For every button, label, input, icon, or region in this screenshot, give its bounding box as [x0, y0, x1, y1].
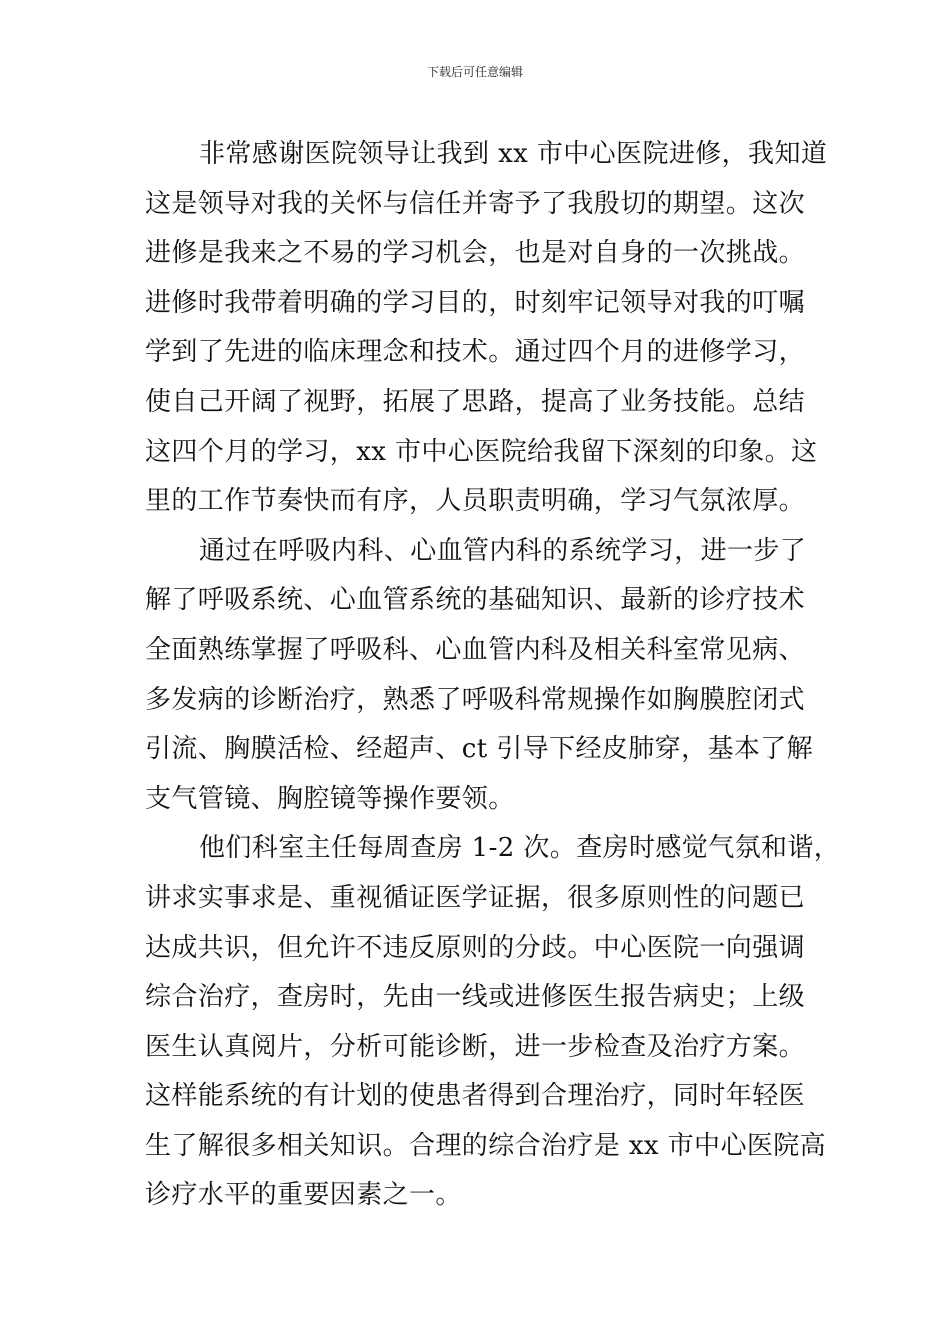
- paragraph-line: 非常感谢医院领导让我到 xx 市中心医院进修，我知道: [199, 139, 828, 169]
- paragraph-line: 多发病的诊断治疗，熟悉了呼吸科常规操作如胸膜腔闭式: [145, 684, 806, 715]
- paragraph-line: 综合治疗，查房时，先由一线或进修医生报告病史；上级: [145, 982, 806, 1013]
- paragraph-line: 讲求实事求是、重视循证医学证据，很多原则性的问题已: [145, 882, 806, 913]
- paragraph-line: 支气管镜、胸腔镜等操作要领。: [145, 783, 515, 814]
- paragraph-line: 诊疗水平的重要因素之一。: [145, 1180, 462, 1211]
- paragraph-line: 进修时我带着明确的学习目的，时刻牢记领导对我的叮嘱: [145, 287, 806, 318]
- paragraph-line: 这样能系统的有计划的使患者得到合理治疗，同时年轻医: [145, 1081, 806, 1112]
- paragraph-line: 学到了先进的临床理念和技术。通过四个月的进修学习，: [145, 337, 806, 368]
- paragraph-line: 引流、胸膜活检、经超声、ct 引导下经皮肺穿，基本了解: [145, 734, 814, 765]
- paragraph-3: [145, 824, 841, 1221]
- paragraph-2: [145, 527, 814, 825]
- paragraph-line: 生了解很多相关知识。合理的综合治疗是 xx 市中心医院高: [145, 1130, 827, 1161]
- paragraph-line: 这四个月的学习，xx 市中心医院给我留下深刻的印象。这: [145, 436, 818, 467]
- paragraph-line: 里的工作节奏快而有序，人员职责明确，学习气氛浓厚。: [145, 486, 806, 517]
- paragraph-1: [145, 130, 828, 527]
- page-header-note: 下载后可任意编辑: [426, 65, 523, 79]
- paragraph-line: 进修是我来之不易的学习机会，也是对自身的一次挑战。: [145, 238, 806, 269]
- paragraph-line: 全面熟练掌握了呼吸科、心血管内科及相关科室常见病、: [145, 634, 806, 665]
- paragraph-line: 解了呼吸系统、心血管系统的基础知识、最新的诊疗技术: [145, 585, 806, 616]
- paragraph-line: 通过在呼吸内科、心血管内科的系统学习，进一步了: [199, 535, 807, 566]
- paragraph-line: 医生认真阅片，分析可能诊断，进一步检查及治疗方案。: [145, 1031, 806, 1062]
- paragraph-line: 这是领导对我的关怀与信任并寄予了我殷切的期望。这次: [145, 188, 806, 219]
- paragraph-line: 使自己开阔了视野，拓展了思路，提高了业务技能。总结: [145, 386, 806, 417]
- paragraph-line: 达成共识，但允许不违反原则的分歧。中心医院一向强调: [145, 932, 806, 963]
- paragraph-line: 他们科室主任每周查房 1-2 次。查房时感觉气氛和谐，: [199, 833, 841, 864]
- document-body: [145, 130, 841, 1221]
